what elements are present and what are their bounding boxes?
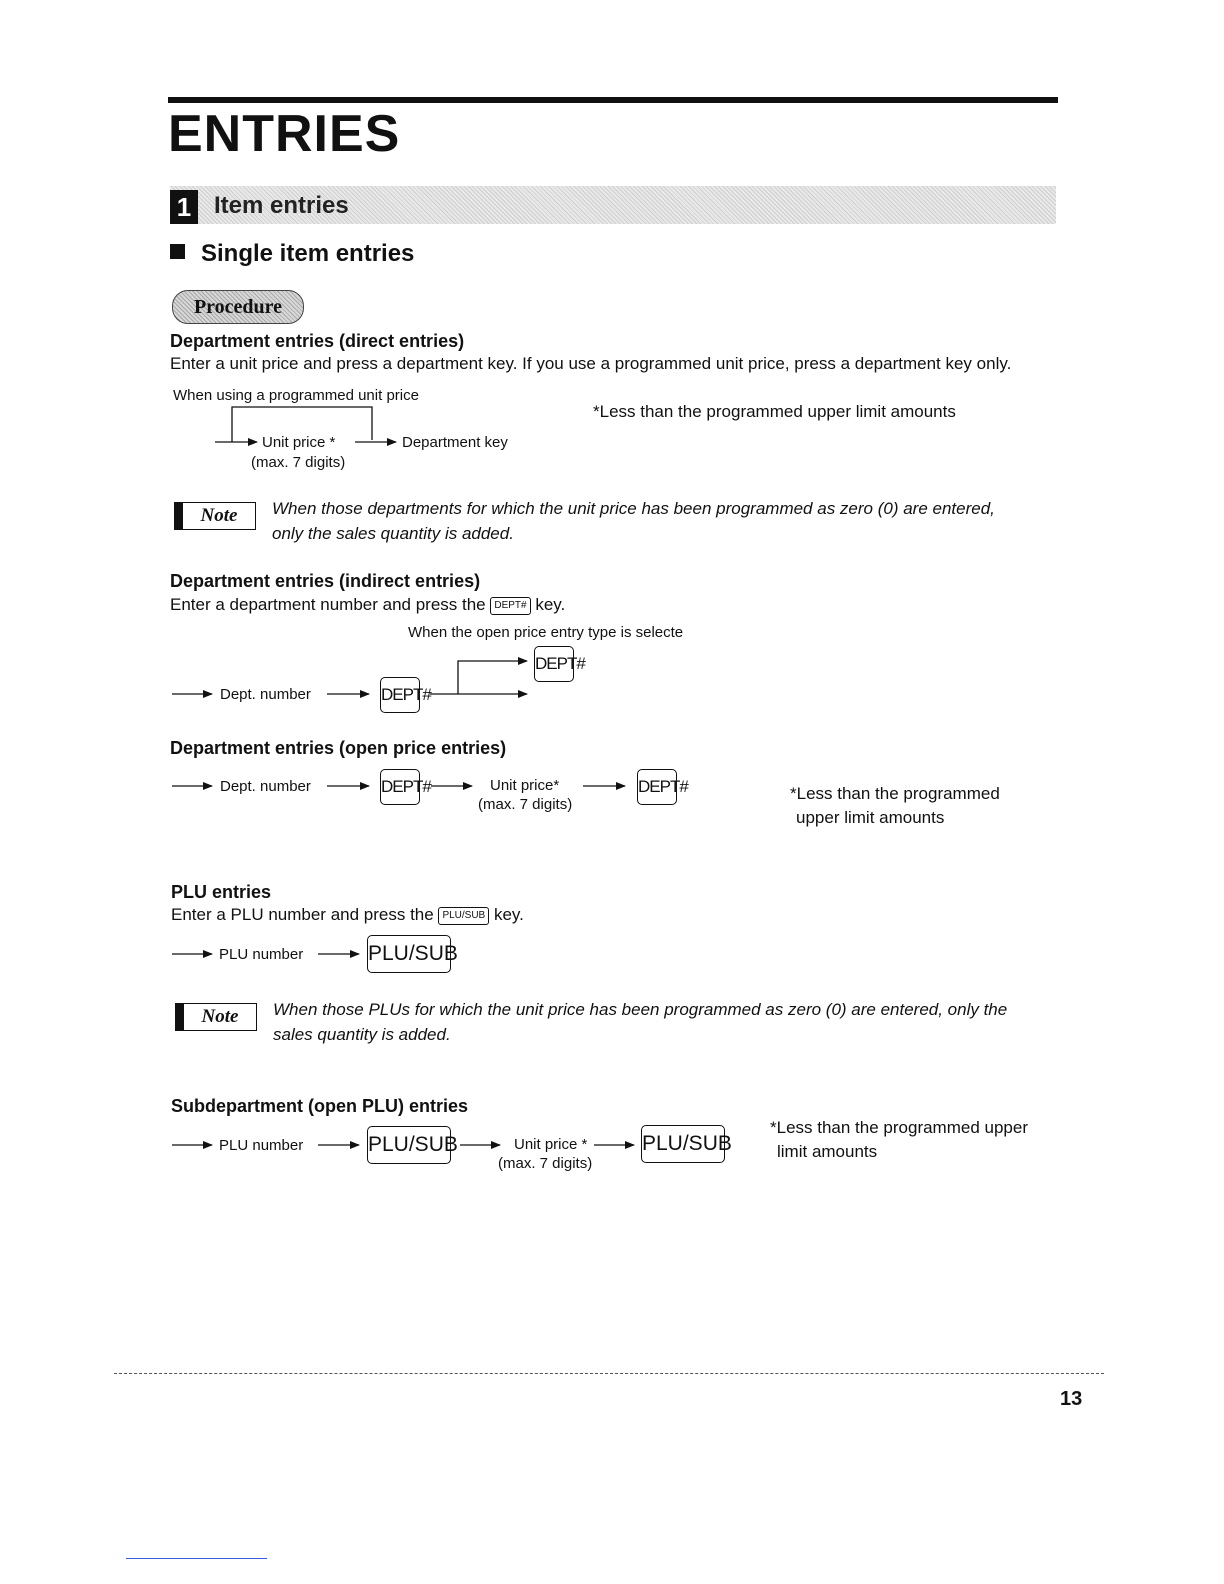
direct-text: Enter a unit price and press a department key. If you use a programmed unit price, press a department key only. (170, 354, 1012, 373)
subdept-max-digits: (max. 7 digits) (498, 1155, 593, 1172)
subdept-plu-sub-key-2: PLU/SUB (641, 1125, 725, 1163)
page-number: 13 (1060, 1388, 1083, 1410)
subdept-plu-sub-key-1: PLU/SUB (367, 1126, 451, 1164)
open-unit-price: Unit price* (490, 777, 560, 794)
open-footnote-line1: *Less than the programmed (790, 784, 1000, 803)
footer-rule (114, 1373, 1104, 1374)
direct-max-digits: (max. 7 digits) (251, 454, 346, 471)
subdept-unit-price: Unit price * (514, 1136, 588, 1153)
plu-text-after: key. (493, 905, 524, 924)
direct-footnote: *Less than the programmed upper limit amounts (593, 402, 956, 421)
subdept-footnote-line2: limit amounts (777, 1142, 878, 1161)
direct-heading: Department entries (direct entries) (170, 331, 465, 351)
section-title: Item entries (214, 192, 349, 219)
footer-blue-line (126, 1558, 267, 1559)
dept-key-open-price: DEPT# (534, 646, 574, 682)
dept-key: DEPT# (380, 677, 420, 713)
open-dept-key-1: DEPT# (380, 769, 420, 805)
indirect-text (170, 595, 565, 615)
note-badge (174, 502, 256, 530)
procedure-label: Procedure (172, 290, 304, 324)
plu-text (171, 905, 524, 925)
section-number: 1 (170, 190, 198, 224)
subdept-footnote-line1: *Less than the programmed upper (770, 1118, 1028, 1137)
subheading (170, 240, 414, 268)
open-max-digits: (max. 7 digits) (478, 796, 573, 813)
dept-key-inline: DEPT# (490, 597, 530, 615)
open-dept-key-2: DEPT# (637, 769, 677, 805)
square-bullet-icon (170, 244, 185, 259)
indirect-caption: When the open price entry type is selecte (408, 624, 684, 641)
plu-heading: PLU entries (171, 882, 272, 902)
open-footnote-line2: upper limit amounts (796, 808, 945, 827)
open-dept-number: Dept. number (220, 778, 311, 795)
plu-number: PLU number (219, 946, 304, 963)
plu-key-inline: PLU/SUB (438, 907, 489, 925)
direct-department-key: Department key (402, 434, 508, 451)
plu-sub-key: PLU/SUB (367, 935, 451, 973)
indirect-heading: Department entries (indirect entries) (170, 571, 481, 591)
subdept-plu-number: PLU number (219, 1137, 304, 1154)
note2-line2: sales quantity is added. (273, 1025, 451, 1044)
subheading-text: Single item entries (201, 240, 415, 267)
subdept-heading: Subdepartment (open PLU) entries (171, 1096, 469, 1116)
plu-text-before: Enter a PLU number and press the (171, 905, 434, 924)
note-label: Note (200, 505, 238, 526)
indirect-text-before: Enter a department number and press the (170, 595, 486, 614)
note1-line1: When those departments for which the unit price has been programmed as zero (0) are entered, (272, 499, 995, 518)
direct-unit-price: Unit price * (262, 434, 336, 451)
indirect-text-after: key. (535, 595, 566, 614)
note1-line2: only the sales quantity is added. (272, 524, 514, 543)
page-title: ENTRIES (168, 105, 401, 163)
note2-badge (175, 1003, 257, 1031)
indirect-dept-number: Dept. number (220, 686, 311, 703)
note2-label: Note (201, 1006, 239, 1027)
note2-line1: When those PLUs for which the unit price has been programmed as zero (0) are entered, only the (273, 1000, 1008, 1019)
direct-caption: When using a programmed unit price (173, 387, 419, 404)
open-price-heading: Department entries (open price entries) (170, 738, 507, 758)
top-rule (168, 97, 1058, 103)
